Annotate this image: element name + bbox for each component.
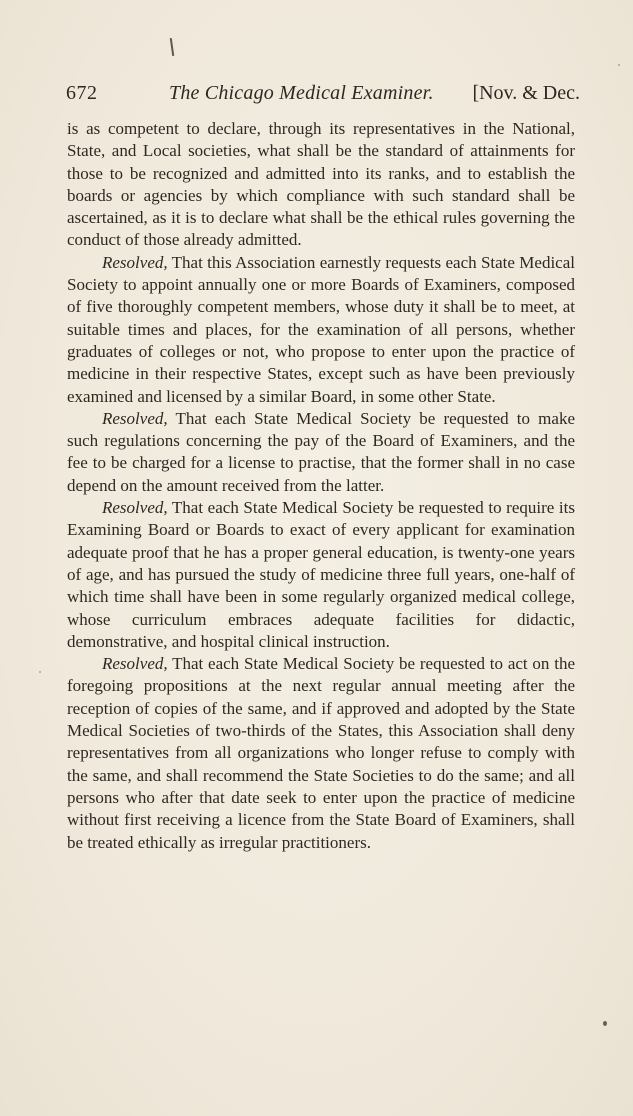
article-body [67, 118, 575, 854]
resolution-lead: Resolved, [102, 498, 168, 518]
paper-speck [39, 671, 41, 673]
running-header [66, 78, 580, 108]
margin-mark [170, 38, 174, 56]
resolution-text: That each State Medical Society be requested to require its Examining Board or Boards to exact of every applicant for examination adequate proof that he has a proper general education, is twenty-one years of age, and has pursued the study of medicine three full years, one-half of which time shall have been in some regularly organized medical college, whose curriculum embraces adequate facilities for didactic, demonstrative, and hospital clinical instruction. [67, 498, 575, 651]
resolution-lead: Resolved, [102, 408, 168, 428]
paper-speck [618, 64, 620, 66]
issue-date: [Nov. & Dec. [472, 82, 580, 104]
resolution-text: That each State Medical Society be requested to act on the foregoing propositions at the next regular annual meeting after the reception of copies of the same, and if approved and adopted by the State Medical Societies of two-thirds of the States, this Association shall deny representatives from all organizations who longer refuse to comply with the same, and shall recommend the State Societies to do the same; and all persons who after that date seek to enter upon the practice of medicine without first receiving a licence from the State Board of Examiners, shall be treated ethically as irregular practitioners. [67, 654, 575, 852]
resolution-text: That this Association earnestly requests each State Medical Society to appoint annually one or more Boards of Examiners, composed of five thoroughly competent members, whose duty it shall be to meet, at suitable times and places, for the examination of all persons, whether graduates of colleges or not, who propose to enter upon the practice of medicine in their respective States, except such as have been previously examined and licensed by a similar Board, in some other State. [67, 252, 575, 406]
resolution-paragraph [67, 252, 575, 408]
journal-title: The Chicago Medical Examiner. [169, 82, 434, 104]
page-number: 672 [66, 82, 98, 104]
resolution-paragraph [67, 497, 575, 653]
opening-paragraph: is as competent to declare, through its representatives in the National, State, and Local societies, what shall be the standard of attainments for those to be recognized and admitted into its ranks, and to establish the boards or agencies by which compliance with such standard shall be ascertained, as it is to declare what shall be the ethical rules governing the conduct of those already admitted. [67, 119, 575, 250]
resolution-paragraph [67, 653, 575, 854]
resolution-lead: Resolved, [102, 654, 168, 674]
paper-speck [603, 1021, 607, 1026]
resolution-paragraph [67, 408, 575, 497]
resolution-text: That each State Medical Society be requested to make such regulations concerning the pay of the Board of Examiners, and the fee to be charged for a license to practise, that the former shall in no case depend on the amount received from the latter. [67, 408, 575, 495]
resolution-lead: Resolved, [102, 252, 168, 272]
